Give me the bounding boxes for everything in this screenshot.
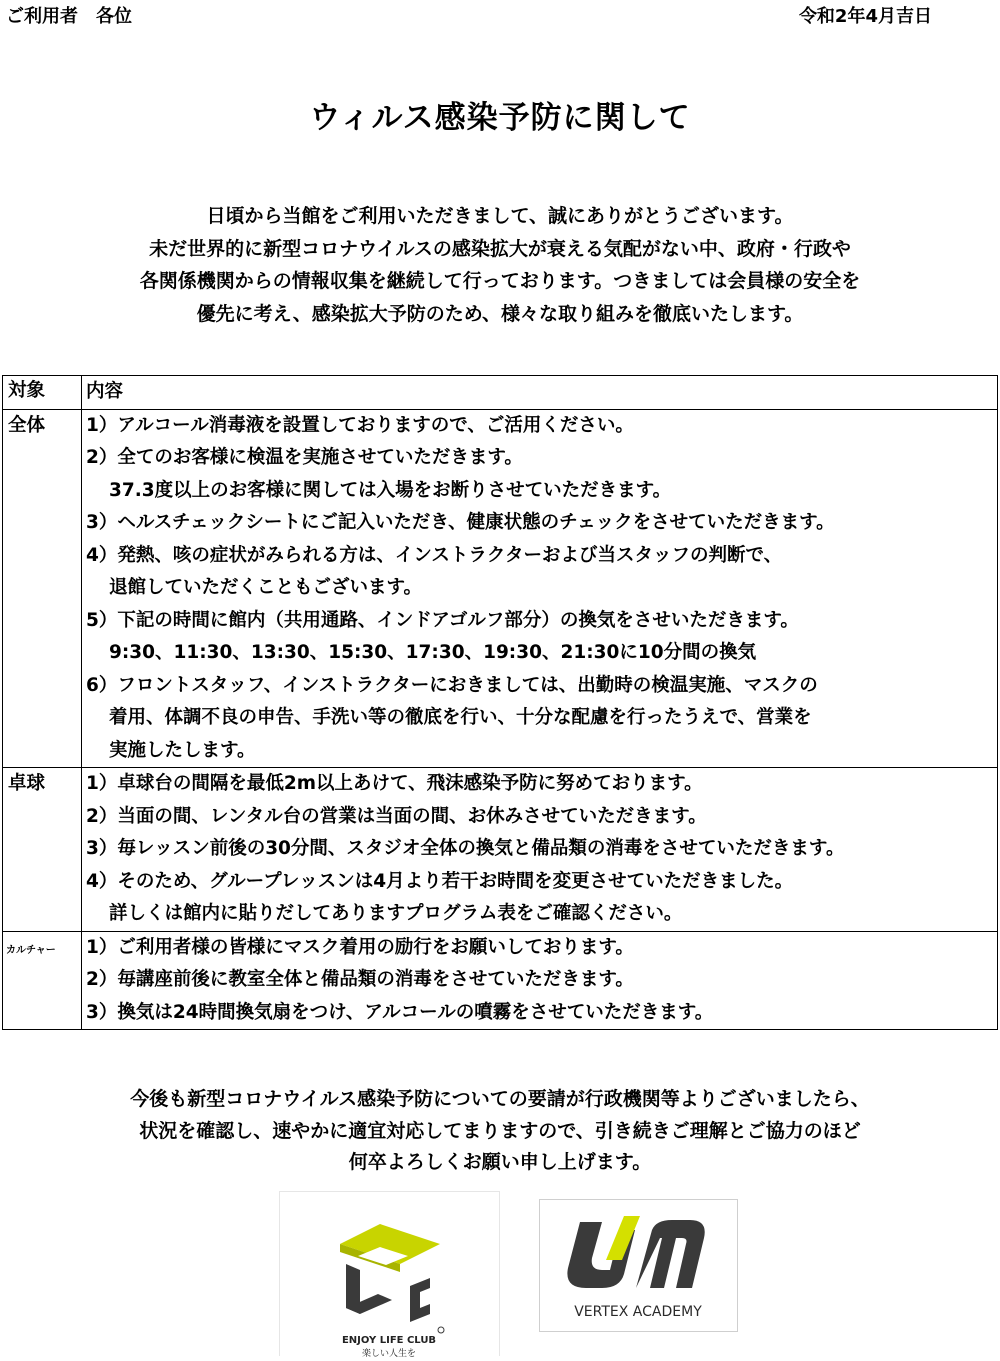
elc-wordmark: ENJOY LIFE CLUB: [341, 1335, 437, 1346]
page-title: ウィルス感染予防に関して: [309, 100, 691, 136]
content-line: 37.3度以上のお客様に関しては入場をお断りさせていただきます。: [109, 479, 672, 501]
table-row: [3, 409, 998, 768]
header-content: 内容: [82, 376, 998, 410]
closing-line: 状況を確認し、速やかに適宜対応してまりますので、引き続きご理解とご協力のほど: [139, 1119, 861, 1142]
intro-line: 優先に考え、感染拡大予防のため、様々な取り組みを徹底いたします。: [196, 302, 804, 325]
content-line: 2）毎講座前後に教室全体と備品類の消毒をさせていただきます。: [86, 969, 634, 990]
content-line: 1）卓球台の間隔を最低2m以上あけて、飛沫感染予防に努めております。: [86, 773, 703, 794]
enjoy-life-club-logo: [279, 1191, 500, 1356]
table-header-row: [3, 376, 998, 410]
recipient-line: ご利用者 各位: [6, 6, 132, 27]
row-content: [82, 768, 998, 932]
content-line: 着用、体調不良の申告、手洗い等の徹底を行い、十分な配慮を行ったうえで、営業を: [109, 707, 812, 728]
row-content: [82, 931, 998, 1030]
content-line: 5）下記の時間に館内（共用通路、インドアゴルフ部分）の換気をさせいただきます。: [86, 609, 799, 631]
vertex-wordmark: VERTEX ACADEMY: [574, 1304, 702, 1320]
row-content: [82, 409, 998, 768]
content-line: 3）換気は24時間換気扇をつけ、アルコールの噴霧をさせていただきます。: [86, 1001, 714, 1023]
closing-paragraph: [0, 1084, 1000, 1179]
content-line: 6）フロントスタッフ、インストラクターにおきましては、出勤時の検温実施、マスクの: [86, 674, 818, 696]
measures-table: [2, 375, 998, 1030]
intro-line: 日頃から当館をご利用いただきまして、誠にありがとうございます。: [206, 205, 794, 227]
content-line: 2）当面の間、レンタル台の営業は当面の間、お休みさせていただきます。: [86, 805, 707, 827]
content-line: 3）毎レッスン前後の30分間、スタジオ全体の換気と備品類の消毒をさせていただきます。: [86, 838, 845, 859]
content-line: 実施したします。: [109, 739, 256, 761]
content-line: 4）そのため、グループレッスンは4月より若干お時間を変更させていただきました。: [86, 870, 794, 892]
table-row: [3, 768, 998, 932]
intro-line: 未だ世界的に新型コロナウイルスの感染拡大が衰える気配がない中、政府・行政や: [149, 237, 851, 260]
content-line: 詳しくは館内に貼りだしてありますプログラム表をご確認ください。: [109, 903, 683, 924]
content-line: 1）アルコール消毒液を設置しておりますので、ご活用ください。: [86, 414, 634, 436]
vertex-academy-logo: [539, 1199, 738, 1332]
content-line: 1）ご利用者様の皆様にマスク着用の励行をお願いしております。: [86, 936, 634, 958]
row-target: カルチャー: [3, 931, 82, 1030]
content-line: 3）ヘルスチェックシートにご記入いただき、健康状態のチェックをさせていただきます。: [86, 512, 835, 533]
document-date: 令和2年4月吉日: [798, 6, 932, 27]
closing-line: 何卒よろしくお願い申し上げます。: [348, 1151, 652, 1173]
elc-tagline: 楽しい人生を: [361, 1349, 417, 1357]
intro-paragraph: [0, 200, 1000, 330]
content-line: 2）全てのお客様に検温を実施させていただきます。: [86, 447, 523, 468]
closing-line: 今後も新型コロナウイルス感染予防についての要請が行政機関等よりございましたら、: [130, 1088, 870, 1110]
row-target: 全体: [3, 409, 82, 768]
intro-line: 各関係機関からの情報収集を継続して行っております。つきましては会員様の安全を: [139, 270, 861, 292]
content-line: 9:30、11:30、13:30、15:30、17:30、19:30、21:30に10分間の換気: [109, 642, 757, 663]
content-line: 4）発熱、咳の症状がみられる方は、インストラクターおよび当スタッフの判断で、: [86, 544, 783, 566]
content-line: 退館していただくこともございます。: [109, 577, 423, 598]
header-target: 対象: [3, 376, 82, 410]
row-target: 卓球: [3, 768, 82, 932]
table-row: [3, 931, 998, 1030]
elc-logo-mark-icon: [280, 1192, 499, 1357]
vertex-logo-mark-icon: [540, 1200, 737, 1331]
